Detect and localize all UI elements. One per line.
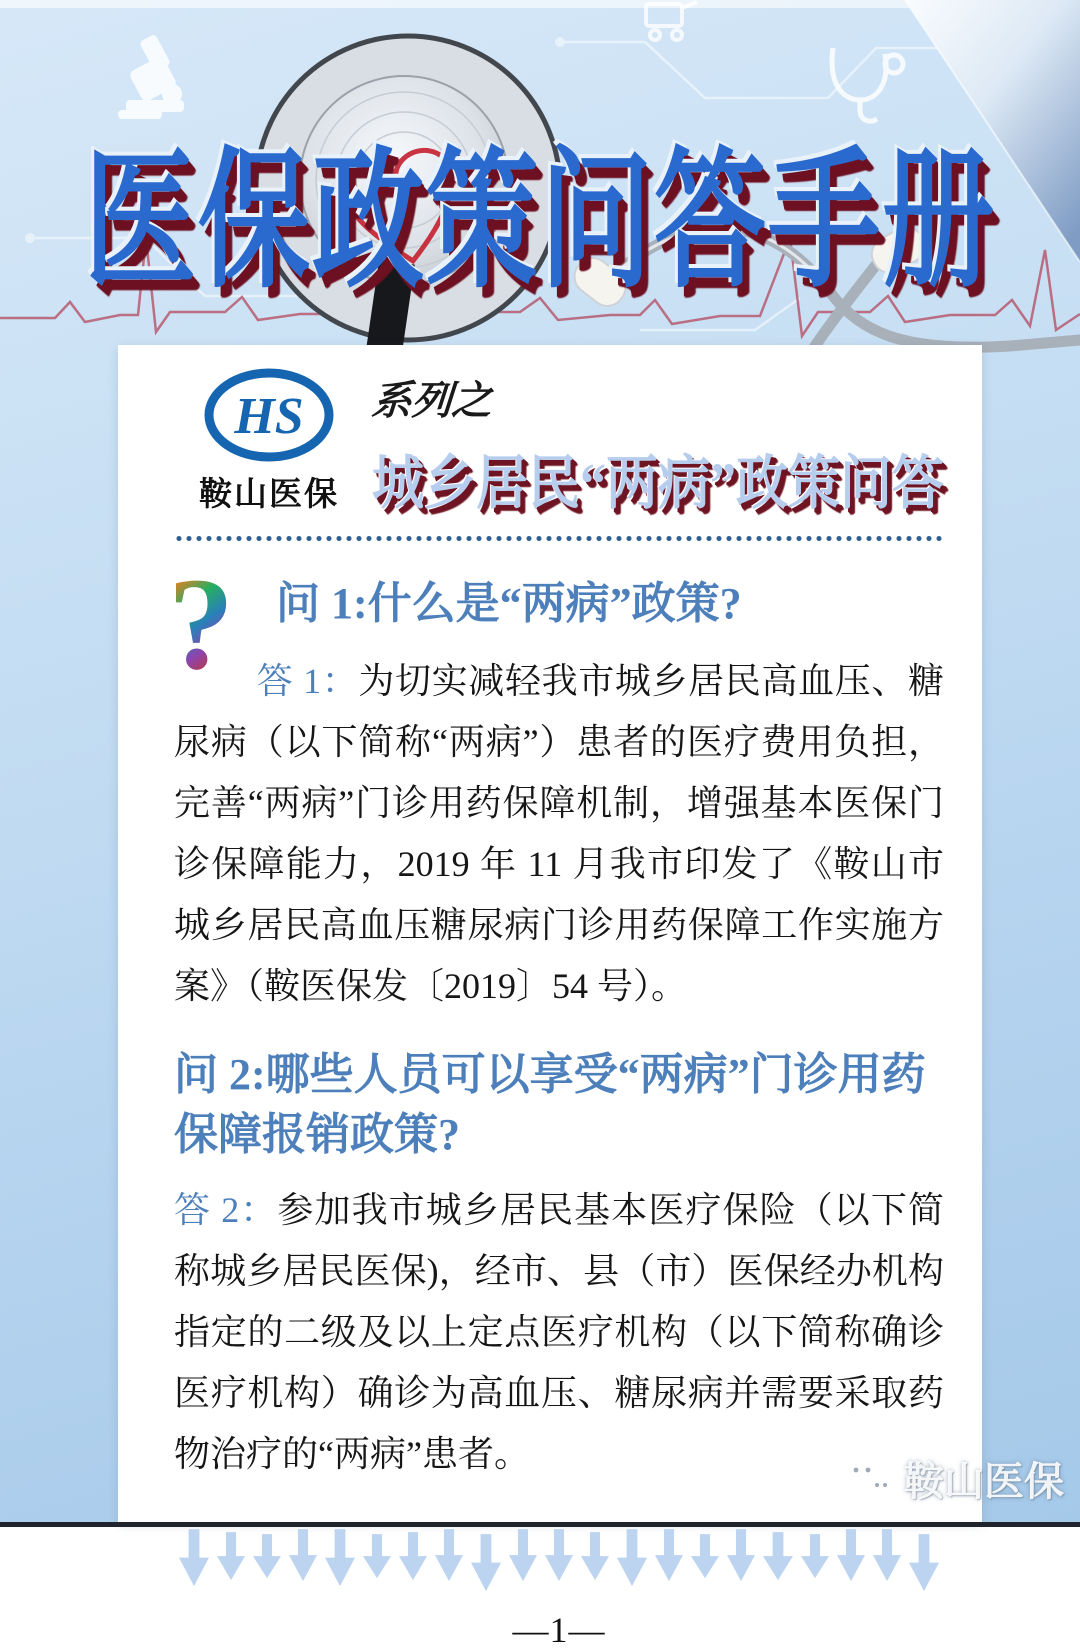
down-arrow-icon xyxy=(581,1532,609,1580)
answer-1-label: 答 1： xyxy=(256,660,359,701)
hs-logo-icon xyxy=(202,369,336,461)
down-arrow-icon xyxy=(837,1529,865,1581)
down-arrow-icon xyxy=(873,1529,901,1581)
answer-2 xyxy=(174,1180,944,1485)
watermark xyxy=(840,1450,1064,1507)
page-curl xyxy=(880,0,1080,270)
arrow-row xyxy=(179,1529,939,1591)
card-header xyxy=(174,369,944,515)
down-arrow-icon xyxy=(545,1529,573,1581)
dotted-divider xyxy=(174,535,944,542)
answer-1-text: 为切实减轻我市城乡居民高血压、糖尿病（以下简称“两病”）患者的医疗费用负担，完善“两病”门诊用药保障机制，增强基本医保门诊保障能力，2019 年 11 月我市印发了《鞍山市城乡居民高血压糖尿病门诊用药保障工作实施方案》（鞍医保发〔2019〕54 号）。 xyxy=(174,660,944,1006)
down-arrow-icon xyxy=(289,1529,317,1581)
content-card xyxy=(118,345,982,1651)
answer-1 xyxy=(174,651,944,1017)
cart-icon xyxy=(646,2,697,40)
series-block xyxy=(364,369,945,517)
down-arrow-icon xyxy=(727,1529,755,1581)
watermark-text: 鞍山医保 xyxy=(904,1460,1064,1504)
down-arrow-icon xyxy=(801,1534,829,1578)
question-2-heading: 问 2:哪些人员可以享受“两病”门诊用药保障报销政策? xyxy=(174,1049,926,1160)
page-number: —1— xyxy=(512,1610,606,1651)
bottom-edge-bar xyxy=(0,1522,1080,1527)
down-arrow-icon xyxy=(363,1534,391,1578)
down-arrow-icon xyxy=(179,1529,209,1586)
down-arrow-icon xyxy=(217,1532,245,1580)
down-arrow-icon xyxy=(435,1529,463,1581)
answer-2-text: 参加我市城乡居民基本医疗保险（以下简称城乡居民医保)，经市、县（市）医保经办机构指定的二级及以上定点医疗机构（以下简称确诊医疗机构）确诊为高血压、糖尿病并需要采取药物治疗的“两病”患者。 xyxy=(174,1190,944,1475)
answer-2-label: 答 2： xyxy=(174,1190,278,1231)
down-arrow-icon xyxy=(617,1529,647,1586)
down-arrow-icon xyxy=(909,1534,939,1591)
down-arrow-icon xyxy=(325,1529,355,1586)
down-arrow-icon xyxy=(509,1529,537,1581)
question-mark-icon: ? xyxy=(168,550,234,697)
down-arrow-icon xyxy=(471,1534,501,1591)
question-1-heading: 问 1:什么是“两病”政策? xyxy=(276,579,742,628)
down-arrow-icon xyxy=(691,1534,719,1578)
logo-caption: 鞍山医保 xyxy=(199,475,339,512)
down-arrow-icon xyxy=(763,1532,793,1580)
series-label: 系列之 xyxy=(370,378,494,423)
down-arrow-icon xyxy=(655,1529,683,1581)
question-1-section xyxy=(168,550,944,1017)
anshan-medical-insurance-logo xyxy=(174,369,364,515)
series-title: 城乡居民“两病”政策问答 xyxy=(372,452,945,517)
wechat-icon xyxy=(840,1455,896,1503)
down-arrow-icon xyxy=(399,1532,427,1580)
down-arrow-icon xyxy=(253,1534,281,1578)
svg-text:HS: HS xyxy=(234,388,304,445)
page-title: 医保政策问答手册 xyxy=(84,139,996,307)
